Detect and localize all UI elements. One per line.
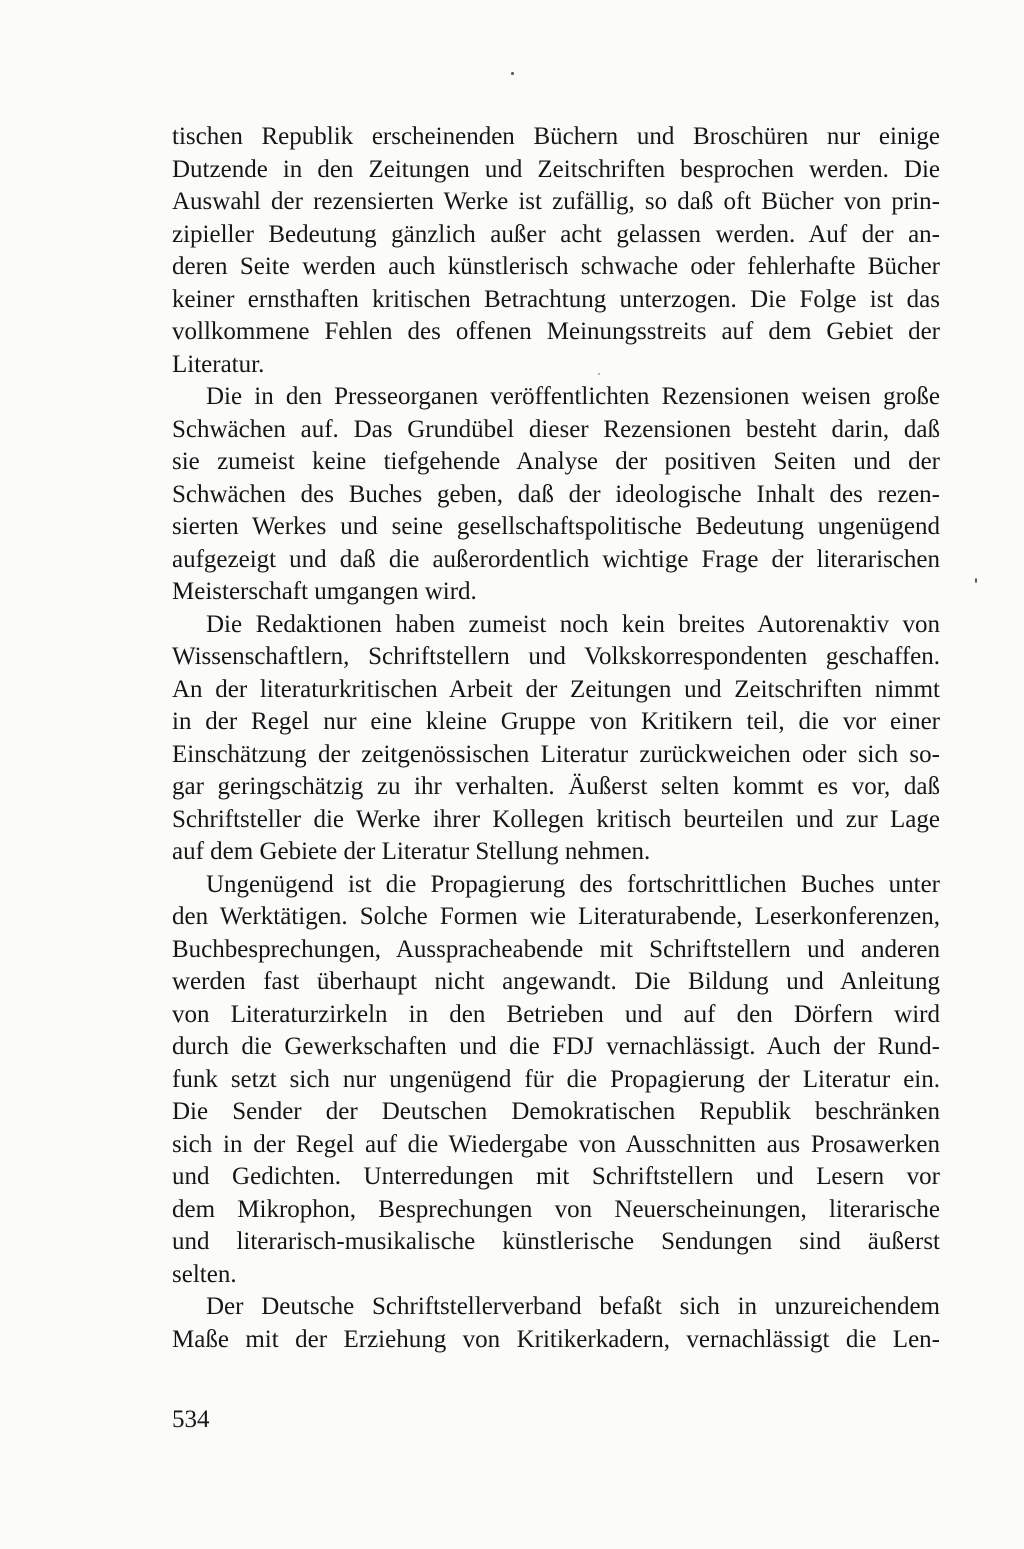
paragraph xyxy=(172,121,940,381)
text-line: vollkommene Fehlen des offenen Meinungsstreits auf dem Gebiet der xyxy=(172,318,940,345)
paragraph xyxy=(172,609,940,869)
text-line: Dutzende in den Zeitungen und Zeitschriften besprochen werden. Die xyxy=(172,155,940,183)
text-line: aufgezeigt und daß die außerordentlich wichtige Frage der literarischen xyxy=(172,545,940,573)
text-line: Der Deutsche Schriftstellerverband befaßt sich in unzureichendem xyxy=(206,1293,940,1320)
body-text xyxy=(172,121,940,1356)
text-line: auf dem Gebiete der Literatur Stellung nehmen. xyxy=(172,838,651,865)
text-line: sich in der Regel auf die Wiedergabe von Ausschnitten aus Prosawerken xyxy=(172,1130,940,1158)
text-line: den Werktätigen. Solche Formen wie Literaturabende, Leserkonferenzen, xyxy=(172,903,940,930)
text-line: durch die Gewerkschaften und die FDJ vernachlässigt. Auch der Rund- xyxy=(172,1033,940,1060)
text-line: und Gedichten. Unterredungen mit Schriftstellern und Lesern vor xyxy=(172,1163,940,1190)
paragraph xyxy=(172,1291,940,1356)
text-line: Einschätzung der zeitgenössischen Literatur zurückweichen oder sich so- xyxy=(172,740,940,768)
text-line: tischen Republik erscheinenden Büchern und Broschüren nur einige xyxy=(172,123,940,150)
text-line: Ungenügend ist die Propagierung des fortschrittlichen Buches unter xyxy=(206,870,940,898)
text-line: Die Redaktionen haben zumeist noch kein breites Autorenaktiv von xyxy=(206,610,940,638)
text-line: Literatur. xyxy=(172,350,265,378)
text-line: Maße mit der Erziehung von Kritikerkadern, vernachlässigt die Len- xyxy=(172,1325,940,1353)
text-line: werden fast überhaupt nicht angewandt. Die Bildung und Anleitung xyxy=(172,968,940,995)
text-line: An der literaturkritischen Arbeit der Zeitungen und Zeitschriften nimmt xyxy=(172,675,940,703)
text-line: funk setzt sich nur ungenügend für die Propagierung der Literatur ein. xyxy=(172,1065,940,1093)
text-line: Wissenschaftlern, Schriftstellern und Volkskorrespondenten geschaffen. xyxy=(172,643,940,670)
text-line: von Literaturzirkeln in den Betrieben und auf den Dörfern wird xyxy=(172,1000,940,1028)
text-line: gar geringschätzig zu ihr verhalten. Äußerst selten kommt es vor, daß xyxy=(172,773,940,800)
text-line: in der Regel nur eine kleine Gruppe von Kritikern teil, die vor einer xyxy=(172,708,940,735)
text-line: dem Mikrophon, Besprechungen von Neuerscheinungen, literarische xyxy=(172,1195,940,1223)
print-speck xyxy=(975,578,977,583)
paragraph xyxy=(172,381,940,609)
page-number: 534 xyxy=(172,1406,210,1433)
text-line: Schriftsteller die Werke ihrer Kollegen kritisch beurteilen und zur Lage xyxy=(172,805,940,833)
text-line: Schwächen auf. Das Grundübel dieser Rezensionen besteht darin, daß xyxy=(172,415,940,443)
text-line: Meisterschaft umgangen wird. xyxy=(172,578,477,605)
text-line: Die Sender der Deutschen Demokratischen Republik beschränken xyxy=(172,1098,940,1125)
text-line: und literarisch-musikalische künstlerische Sendungen sind äußerst xyxy=(172,1228,940,1255)
text-line: deren Seite werden auch künstlerisch schwache oder fehlerhafte Bücher xyxy=(172,253,940,280)
text-line: Schwächen des Buches geben, daß der ideologische Inhalt des rezen- xyxy=(172,480,940,508)
text-line: zipieller Bedeutung gänzlich außer acht gelassen werden. Auf der an- xyxy=(172,220,940,248)
text-line: Auswahl der rezensierten Werke ist zufällig, so daß oft Bücher von prin- xyxy=(172,188,940,215)
text-line: sie zumeist keine tiefgehende Analyse der positiven Seiten und der xyxy=(172,448,940,475)
text-line: Die in den Presseorganen veröffentlichten Rezensionen weisen große xyxy=(206,383,940,410)
print-speck xyxy=(511,72,514,75)
text-line: keiner ernsthaften kritischen Betrachtung unterzogen. Die Folge ist das xyxy=(172,285,940,313)
text-line: sierten Werkes und seine gesellschaftspolitische Bedeutung ungenügend xyxy=(172,513,940,540)
text-line: Buchbesprechungen, Ausspracheabende mit Schriftstellern und anderen xyxy=(172,935,940,963)
text-line: selten. xyxy=(172,1260,237,1288)
paragraph xyxy=(172,869,940,1292)
